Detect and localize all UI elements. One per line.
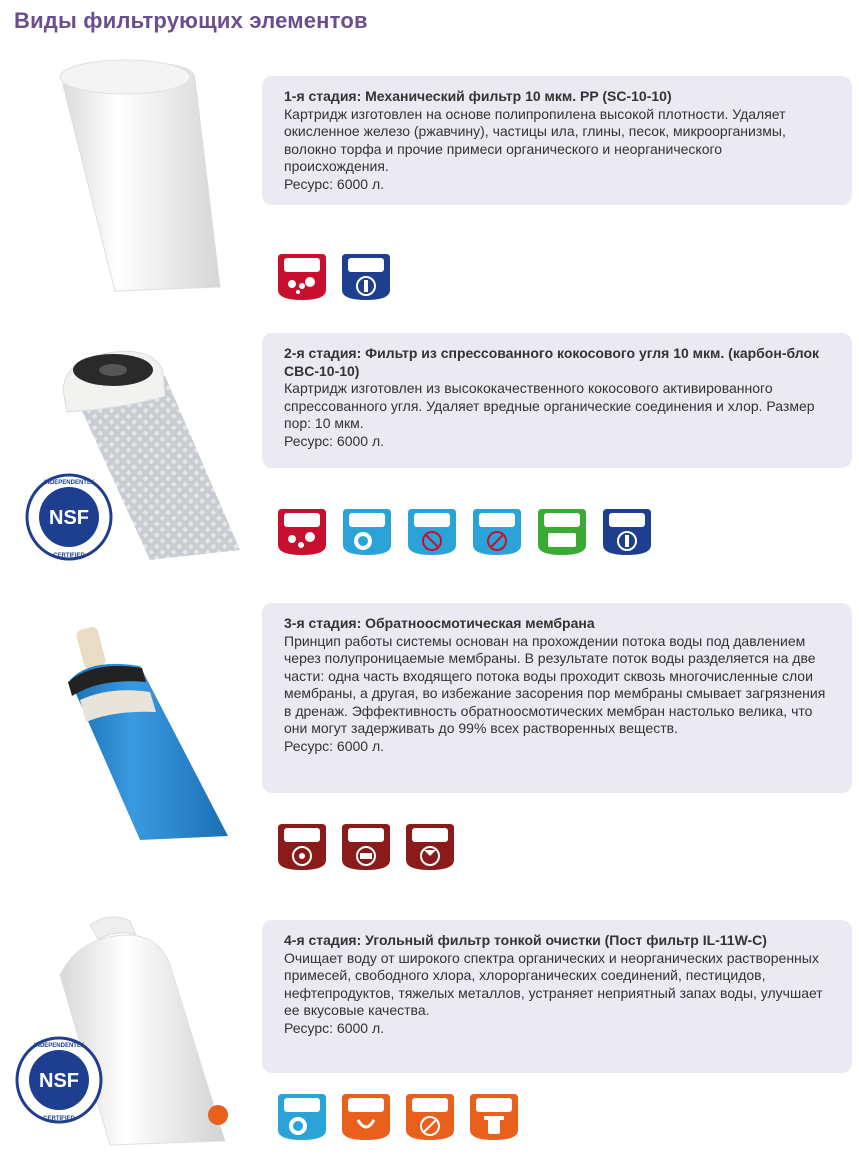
svg-text:CERTIFIED: CERTIFIED [53, 553, 85, 559]
carbon-block-icon [536, 505, 588, 557]
international-standard-filter-icon [601, 505, 653, 557]
svg-text:NSF: NSF [49, 507, 89, 529]
stage-3-title: 3-я стадия: Обратноосмотическая мембрана [284, 615, 595, 631]
remove-big-particles-icon [276, 250, 328, 302]
coconut-shell-icon [276, 1090, 328, 1142]
stage-3-body: Принцип работы системы основан на прохождении потока воды под давлением через полупроницаемые мембраны. В результате поток воды разделяется на две части: одна часть входящего потока воды проходит сквозь многочисленные слои мембраны, а другая, во избежание засорения пор мембраны смывает загрязнения в дренаж. Эффективность обратноосмотических мембран настолько велика, что они могут задерживать до 99% всех растворенных веществ. [284, 632, 826, 736]
coconut-shell-icon [341, 505, 393, 557]
stage-3-badges [276, 820, 456, 872]
ro-membrane-cartridge-image [60, 620, 250, 840]
stage-3-resource: Ресурс: 6000 л. [284, 737, 385, 754]
stage-1-title: 1-я стадия: Механический фильтр 10 мкм. PP (SC-10-10) [284, 88, 672, 104]
remove-smell-icon [404, 1090, 456, 1142]
easy-fitting-icon [468, 1090, 520, 1142]
page-title: Виды фильтрующих элементов [14, 8, 368, 33]
stage-4-body: Очищает воду от широкого спектра органических и неорганических растворенных примесей, свободного хлора, хлорорганических соединений, пестицидов, нефтепродуктов, тяжелых металлов, устраняет неприятный запах воды, улучшает ее вкусовые качества. [284, 949, 823, 1018]
stage-1-description [262, 76, 852, 205]
remove-smell-icon [471, 505, 523, 557]
stage-2-title: 2-я стадия: Фильтр из спрессованного кокосового угля 10 мкм. (карбон-блок CBC-10-10) [284, 345, 820, 379]
stage-2-description [262, 333, 852, 468]
stage-4-badges [276, 1090, 520, 1142]
stage-2-resource: Ресурс: 6000 л. [284, 432, 385, 449]
stage-1-body: Картридж изготовлен на основе полипропилена высокой плотности. Удаляет окисленное железо (ржавчину), частицы ила, глины, песок, микроорганизмы, волокно торфа и прочие примеси органического и неорганического происхождения. [284, 105, 786, 174]
svg-text:INDEPENDENTLY: INDEPENDENTLY [33, 1043, 85, 1049]
nsf-certified-seal-icon [24, 472, 114, 562]
remove-chlorine-icon [406, 505, 458, 557]
remove-radioactivity-icon [404, 820, 456, 872]
stage-4-resource: Ресурс: 6000 л. [284, 1019, 385, 1036]
svg-text:CERTIFIED: CERTIFIED [43, 1116, 75, 1122]
remove-virus-icon [276, 820, 328, 872]
svg-text:NSF: NSF [39, 1070, 79, 1092]
stage-2-body: Картридж изготовлен из высококачественного кокосового активированного спрессованного угля. Удаляет вредные органические соединения и хлор. Размер пор: 10 мкм. [284, 380, 815, 431]
stage-2-badges [276, 505, 653, 557]
stage-4-title: 4-я стадия: Угольный фильтр тонкой очистки (Пост фильтр IL-11W-C) [284, 932, 767, 948]
remove-heavy-metals-icon [340, 820, 392, 872]
nsf-certified-seal-icon [14, 1035, 104, 1125]
remove-big-particles-icon [276, 505, 328, 557]
great-taste-icon [340, 1090, 392, 1142]
pp-sediment-cartridge-image [45, 55, 235, 300]
stage-1-badges [276, 250, 392, 302]
stage-1-resource: Ресурс: 6000 л. [284, 175, 385, 192]
international-standard-filter-icon [340, 250, 392, 302]
stage-3-description [262, 603, 852, 793]
svg-text:INDEPENDENTLY: INDEPENDENTLY [43, 480, 95, 486]
stage-4-description [262, 920, 852, 1073]
